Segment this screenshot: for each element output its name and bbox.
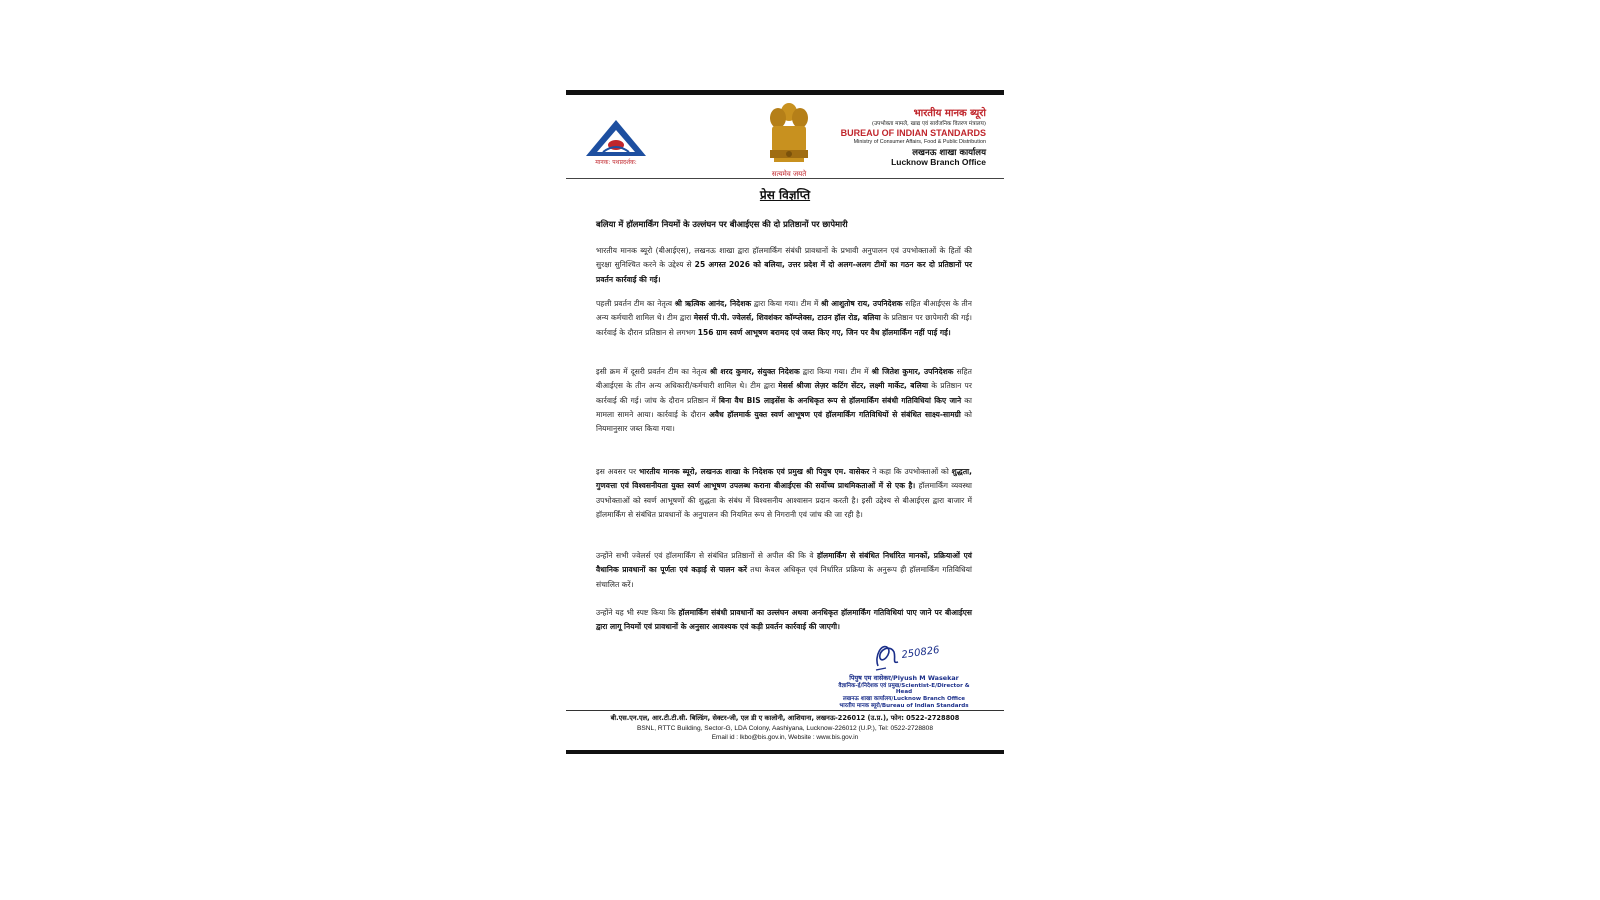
- handwritten-signature: [872, 638, 952, 672]
- office-name-english: Lucknow Branch Office: [891, 157, 986, 168]
- svg-text:सत्यमेव जयते: सत्यमेव जयते: [771, 170, 807, 178]
- paragraph-text: पहली प्रवर्तन टीम का नेतृत्व: [596, 299, 675, 308]
- header-divider: [566, 178, 1004, 179]
- paragraph-text: के प्रतिष्ठान पर कार्रवाई की गई। जांच के दौरान प्रतिष्ठान में: [596, 381, 972, 405]
- footer-address-english: BSNL, RTTC Building, Sector-G, LDA Colony, Aashiyana, Lucknow-226012 (U.P.), Tel: 0522-2728808: [636, 724, 934, 732]
- body-paragraph: [596, 244, 972, 287]
- signatory-name: पियुष एम वासेकर/Piyush M Wasekar: [849, 674, 959, 682]
- paragraph-text: के प्रतिष्ठान पर छापेमारी की गई। कार्रवाई के दौरान प्रतिष्ठान से लगभग: [596, 313, 972, 337]
- body-paragraph: [596, 297, 972, 340]
- press-headline: बलिया में हॉलमार्किंग नियमों के उल्लंघन पर बीआईएस की दो प्रतिष्ठानों पर छापेमारी: [596, 219, 848, 229]
- body-paragraph: [596, 465, 972, 522]
- emphasis-text: श्री शरद कुमार, संयुक्त निदेशक: [709, 367, 800, 376]
- emphasis-text: भारतीय मानक ब्यूरो, लखनऊ शाखा के निदेशक एवं प्रमुख श्री पियुष एम. वासेकर: [639, 467, 870, 476]
- body-paragraph: [596, 606, 972, 635]
- emphasis-text: बिना वैध BIS लाइसेंस के अनधिकृत रूप से हॉलमार्किंग संबंधी गतिविधियां किए जाने: [718, 395, 962, 405]
- svg-text:250826: 250826: [900, 644, 941, 661]
- footer-address-hindi: बी.एस.एन.एल, आर.टी.टी.सी. बिल्डिंग, सेक्टर-जी, एल डी ए कालोनी, आशियाना, लखनऊ-226012 (उ.प्र.), फोन: 0522-2728808: [610, 714, 960, 722]
- paragraph-text: इसी क्रम में दूसरी प्रवर्तन टीम का नेतृत्व: [596, 367, 710, 376]
- paragraph-text: को नियमानुसार जब्त किया गया।: [596, 409, 972, 434]
- paragraph-text: उन्होंने सभी ज्वेलर्स एवं हॉलमार्किंग से संबंधित प्रतिष्ठानों से अपील की कि वे: [596, 551, 817, 560]
- press-release-document: [566, 90, 1004, 754]
- paragraph-text: द्वारा किया गया। टीम में: [751, 299, 822, 308]
- paragraph-text: सहित बीआईएस के तीन अन्य अधिकारी/कर्मचारी शामिल थे। टीम द्वारा: [596, 367, 972, 391]
- paragraph-text: ने कहा कि उपभोक्ताओं को: [869, 467, 952, 476]
- top-border-bar: [566, 90, 1004, 95]
- signatory-bureau: भारतीय मानक ब्यूरो/Bureau of Indian Standards: [839, 702, 969, 709]
- emphasis-text: श्री आशुतोष राय, उपनिदेशक: [821, 299, 903, 308]
- footer-contact: Email id : lkbo@bis.gov.in, Website : www.bis.gov.in: [711, 734, 859, 742]
- emphasis-text: हॉलमार्किंग से संबंधित निर्धारित मानकों, प्रक्रियाओं एवं वैधानिक प्रावधानों का पूर्णतः एवं कड़ाई से पालन करें: [596, 551, 972, 575]
- emphasis-text: हॉलमार्किंग संबंधी प्रावधानों का उल्लंघन अथवा अनधिकृत हॉलमार्किंग गतिविधियां पाए जाने पर बीआईएस द्वारा लागू नियमों एवं प्रावधानों के अनुसार आवश्यक एवं कड़ी प्रवर्तन कार्रवाई की जाएगी।: [596, 608, 973, 632]
- bureau-name-english: BUREAU OF INDIAN STANDARDS: [840, 128, 986, 139]
- paragraph-text: हॉलमार्किंग व्यवस्था उपभोक्ताओं को स्वर्ण आभूषणों की शुद्धता के संबंध में विश्वसनीय आश्वासन प्रदान करती है। इसी उद्देश्य से बीआईएस द्वारा बाजार में हॉलमार्किंग से संबंधित प्रावधानों के अनुपालन की नियमित रूप से निगरानी एवं जांच की जा रही है।: [596, 481, 972, 519]
- signatory-office: लखनऊ शाखा कार्यालय/Lucknow Branch Office: [842, 696, 966, 703]
- paragraph-text: तथा केवल अधिकृत एवं निर्धारित प्रक्रिया के अनुरूप ही हॉलमार्किंग गतिविधियां संचालित करें।: [596, 565, 972, 589]
- emphasis-text: श्री ऋत्विक आनंद, निदेशक: [674, 299, 752, 308]
- emphasis-text: मेसर्स पी.पी. ज्वेलर्स, शिवशंकर कॉम्प्लेक्स, टाउन हॉल रोड, बलिया: [693, 313, 881, 323]
- paragraph-text: इस अवसर पर: [596, 467, 639, 476]
- paragraph-text: भारतीय मानक ब्यूरो (बीआईएस), लखनऊ शाखा द्वारा हॉलमार्किंग संबंधी प्रावधानों के प्रभावी अनुपालन एवं उपभोक्ताओं के हितों की सुरक्षा सुनिश्चित करने के उद्देश्य से: [596, 246, 972, 270]
- ministry-name-hindi: (उपभोक्ता मामले, खाद्य एवं सार्वजनिक वितरण मंत्रालय): [871, 121, 986, 128]
- paragraph-text: द्वारा किया गया। टीम में: [799, 367, 872, 376]
- paragraph-text: सहित बीआईएस के तीन अन्य कर्मचारी शामिल थे। टीम द्वारा: [596, 299, 973, 323]
- footer-divider: [566, 710, 1004, 711]
- signatory-block: [834, 675, 974, 710]
- footer: [566, 714, 1004, 742]
- emphasis-text: 25 अगस्त 2026 को बलिया, उत्तर प्रदेश में दो अलग-अलग टीमों का गठन कर दो प्रतिष्ठानों पर प्रवर्तन कार्रवाई की गई।: [596, 260, 972, 284]
- signatory-designation: वैज्ञानिक-ई/निदेशक एवं प्रमुख/Scientist-E/Director & Head: [838, 682, 970, 696]
- bottom-border-bar: [566, 750, 1004, 754]
- body-paragraph: [596, 365, 972, 436]
- header-title-block: [786, 108, 986, 168]
- body-paragraph: [596, 549, 972, 592]
- ministry-name-english: Ministry of Consumer Affairs, Food & Public Distribution: [853, 138, 986, 145]
- document-title: प्रेस विज्ञप्ति: [759, 188, 811, 202]
- bureau-name-hindi: भारतीय मानक ब्यूरो: [913, 108, 986, 119]
- emphasis-text: अवैध हॉलमार्क युक्त स्वर्ण आभूषण एवं हॉलमार्किंग गतिविधियों से संबंधित साक्ष्य-सामग्री: [709, 409, 961, 419]
- paragraph-text: उन्होंने यह भी स्पष्ट किया कि: [596, 608, 679, 617]
- emphasis-text: 156 ग्राम स्वर्ण आभूषण बरामद एवं जब्त किए गए, जिन पर वैध हॉलमार्किंग नहीं पाई गई।: [697, 327, 951, 337]
- emphasis-text: मेसर्स श्रीजा लेज़र कटिंग सेंटर, लक्ष्मी मार्केट, बलिया: [778, 381, 929, 391]
- paragraph-text: का मामला सामने आया। कार्रवाई के दौरान: [596, 395, 973, 419]
- emphasis-text: श्री जितेश कुमार, उपनिदेशक: [871, 367, 954, 376]
- bis-logo-icon: [583, 118, 649, 166]
- emphasis-text: शुद्धता, गुणवत्ता एवं विश्वसनीयता युक्त स्वर्ण आभूषण उपलब्ध कराना बीआईएस की सर्वोच्च प्राथमिकताओं में से एक है।: [596, 467, 972, 491]
- svg-text:मानक: पथप्रदर्शक:: मानक: पथप्रदर्शक:: [595, 159, 637, 166]
- office-name-hindi: लखनऊ शाखा कार्यालय: [912, 147, 986, 158]
